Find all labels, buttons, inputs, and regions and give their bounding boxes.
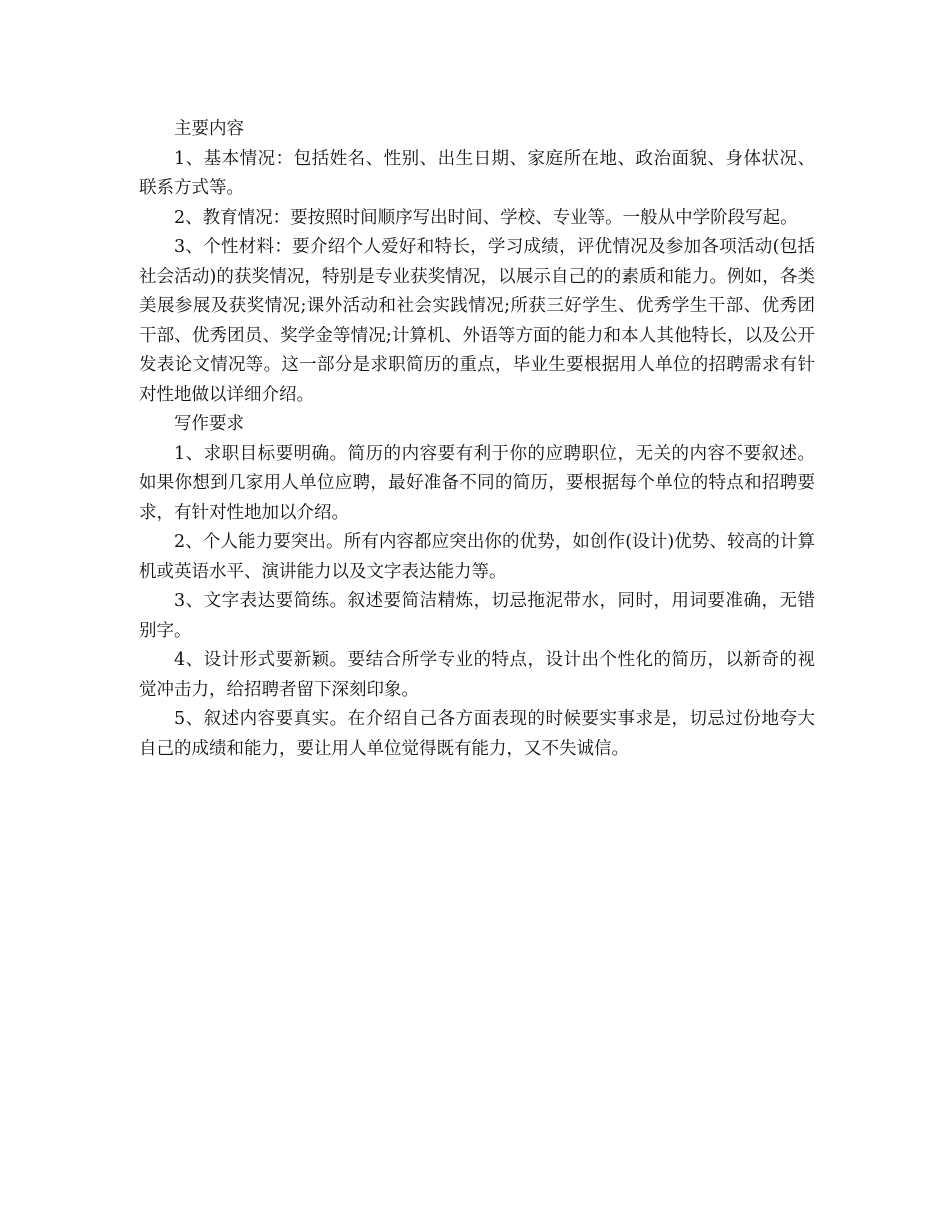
paragraph-education: 2、教育情况：要按照时间顺序写出时间、学校、专业等。一般从中学阶段写起。 — [174, 207, 798, 228]
paragraph-personal-materials: 3、个性材料：要介绍个人爱好和特长，学习成绩，评优情况及参加各项活动(包括社会活动)的获奖情况，特别是专业获奖情况，以展示自己的的素质和能力。例如，各类美展参展及获奖情况;课外活动和社会实践情况;所获三好学生、优秀学生干部、优秀团干部、优秀团员、奖学金等情况;计算机、外语等方面的能力和本人其他特长，以及公开发表论文情况等。这一部分是求职简历的重点，毕业生要根据用人单位的招聘需求有针对性地做以详细介绍。 — [139, 237, 815, 405]
section-heading-main-content: 主要内容 — [174, 119, 244, 139]
paragraph-clear-objective: 1、求职目标要明确。简历的内容要有利于你的应聘职位，无关的内容不要叙述。如果你想到几家用人单位应聘，最好准备不同的简历，要根据每个单位的特点和招聘要求，有针对性地加以介绍。 — [139, 443, 815, 523]
paragraph-concise-writing: 3、文字表达要简练。叙述要简洁精炼，切忌拖泥带水，同时，用词要准确，无错别字。 — [139, 591, 815, 641]
document-body — [139, 115, 815, 764]
section-heading-writing-requirements: 写作要求 — [174, 414, 244, 434]
paragraph-novel-design: 4、设计形式要新颖。要结合所学专业的特点，设计出个性化的简历，以新奇的视觉冲击力，给招聘者留下深刻印象。 — [139, 650, 815, 700]
paragraph-basic-info: 1、基本情况：包括姓名、性别、出生日期、家庭所在地、政治面貌、身体状况、联系方式等。 — [139, 148, 815, 198]
paragraph-truthful-content: 5、叙述内容要真实。在介绍自己各方面表现的时候要实事求是，切忌过份地夸大自己的成绩和能力，要让用人单位觉得既有能力，又不失诚信。 — [139, 709, 815, 759]
paragraph-highlight-ability: 2、个人能力要突出。所有内容都应突出你的优势，如创作(设计)优势、较高的计算机或英语水平、演讲能力以及文字表达能力等。 — [139, 532, 815, 582]
